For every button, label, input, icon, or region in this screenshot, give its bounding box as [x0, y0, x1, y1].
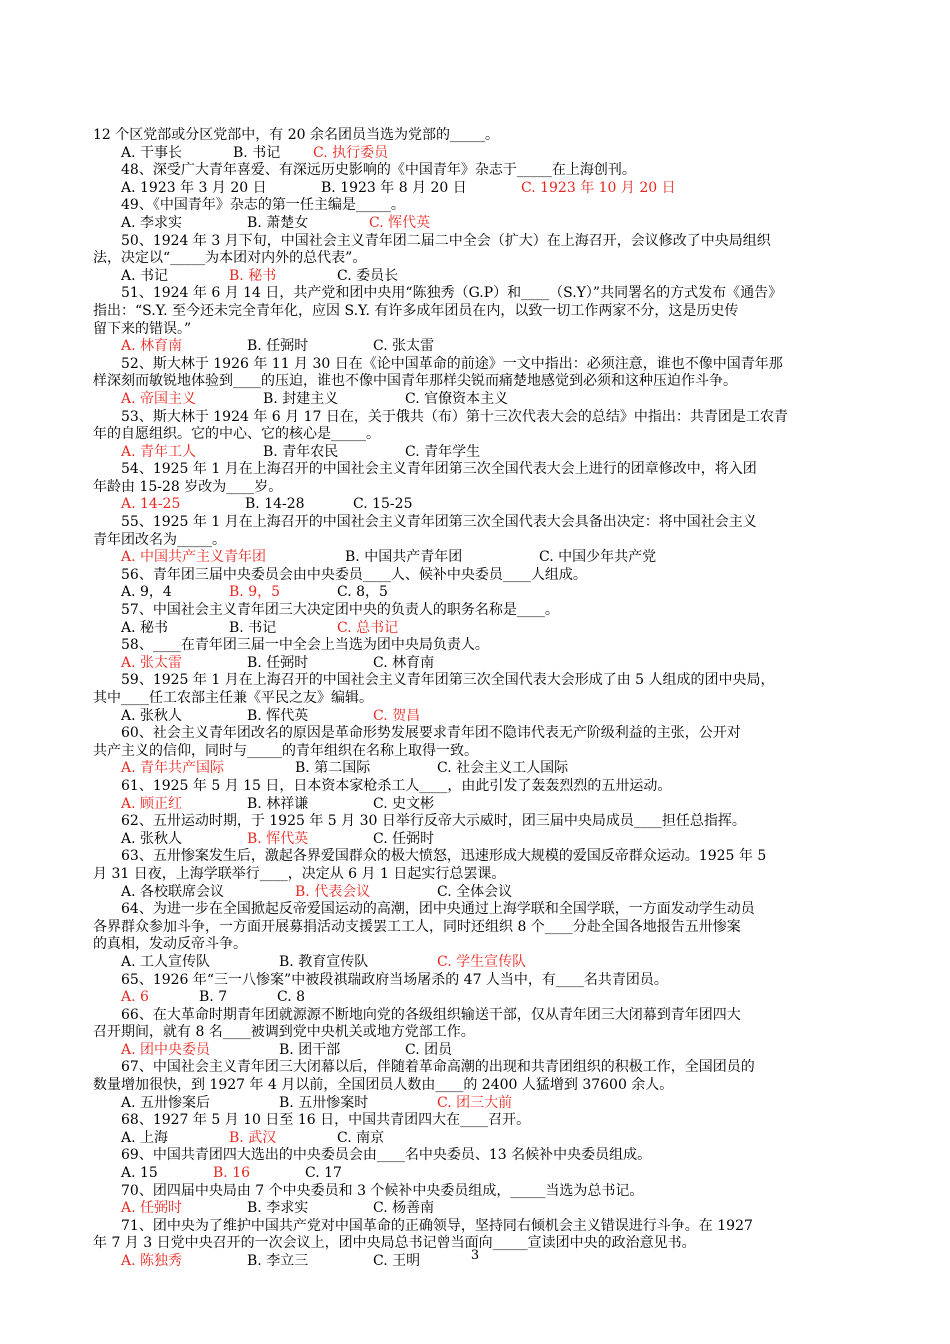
answer-options [93, 884, 863, 902]
question-text: 60、社会主义青年团改名的原因是革命形势发展要求青年团不隐讳代表无产阶级利益的主张，公开对 [121, 725, 741, 742]
correct-option: B. 9，5 [229, 584, 281, 601]
option: C. 张太雷 [373, 338, 435, 355]
question-continuation: 的真相，发动反帝斗争。 [93, 936, 247, 953]
answer-options [93, 708, 863, 726]
option: A. 五卅惨案后 [121, 1094, 211, 1111]
question-continuation: 指出：“S.Y. 至今还未完全青年化，应因 S.Y. 有许多成年团员在内，以致一切工作两家不分，这是历史传 [93, 302, 739, 319]
question-text: 55、1925 年 1 月在上海召开的中国社会主义青年团第三次全国代表大会具备出决定：将中国社会主义 [121, 514, 757, 531]
answer-options [93, 1165, 863, 1183]
correct-option: A. 团中央委员 [121, 1041, 211, 1058]
correct-option: A. 青年工人 [121, 443, 197, 460]
question-list [93, 127, 863, 1271]
option: B. 李立三 [247, 1253, 309, 1269]
option: A. 15 [121, 1165, 158, 1182]
option: B. 青年农民 [263, 443, 339, 460]
question-continuation: 其中____任工农部主任兼《平民之友》编辑。 [93, 690, 373, 706]
answer-options [93, 338, 863, 356]
option: B. 任弼时 [247, 654, 309, 671]
correct-option: A. 顾正红 [121, 795, 183, 812]
answer-options [93, 180, 863, 198]
question-text: 51、1924 年 6 月 14 日，共产党和团中央用“陈独秀（G.P）和____（S.Y）”共同署名的方式发布《通告》 [121, 285, 783, 302]
answer-options [93, 760, 863, 778]
option: B. 1923 年 8 月 20 日 [321, 179, 467, 196]
question-text: 66、在大革命时期青年团就源源不断地向党的各级组织输送干部，仅从青年团三大闭幕到青年团四大 [121, 1006, 741, 1023]
answer-options [93, 1042, 863, 1060]
option: C. 8 [277, 989, 306, 1006]
correct-option: C. 学生宣传队 [437, 953, 527, 970]
question-continuation: 12 个区党部或分区党部中，有 20 余名团员当选为党部的_____。 [93, 127, 499, 143]
correct-option: C. 团三大前 [437, 1094, 513, 1111]
question-continuation: 青年团改名为_____。 [93, 531, 226, 548]
option: A. 张秋人 [121, 830, 183, 847]
answer-options [93, 145, 863, 163]
correct-option: A. 6 [121, 989, 149, 1006]
answer-options [93, 391, 863, 409]
question-text: 70、团四届中央局由 7 个中央委员和 3 个候补中央委员组成，_____当选为总书记。 [121, 1182, 644, 1199]
option: C. 团员 [405, 1041, 453, 1058]
question-text: 63、五卅惨案发生后，激起各界爱国群众的极大愤怒，迅速形成大规模的爱国反帝群众运动。1925 年 5 [121, 848, 767, 865]
correct-option: A. 任弼时 [121, 1200, 183, 1217]
option: B. 李求实 [247, 1200, 309, 1217]
correct-option: C. 执行委员 [313, 144, 389, 161]
question-text: 52、斯大林于 1926 年 11 月 30 日在《论中国革命的前途》一文中指出：必须注意，谁也不像中国青年那 [121, 355, 783, 372]
correct-option: A. 林育南 [121, 338, 183, 355]
answer-options [93, 620, 863, 638]
correct-option: C. 恽代英 [369, 214, 431, 231]
correct-option: B. 武汉 [229, 1129, 277, 1146]
question-continuation: 年龄由 15-28 岁改为____岁。 [93, 478, 283, 495]
option: A. 李求实 [121, 214, 183, 231]
option: B. 林祥谦 [247, 795, 309, 812]
option: C. 官僚资本主义 [405, 390, 509, 407]
option: A. 书记 [121, 267, 169, 284]
correct-option: A. 陈独秀 [121, 1253, 183, 1269]
correct-option: A. 14-25 [121, 496, 181, 513]
question-continuation: 召开期间，就有 8 名____被调到党中央机关或地方党部工作。 [93, 1024, 475, 1041]
option: C. 任弼时 [373, 830, 435, 847]
question-text: 58、____在青年团三届一中全会上当选为团中央局负责人。 [121, 637, 489, 654]
question-text: 65、1926 年“三一八惨案”中被段祺瑞政府当场屠杀的 47 人当中，有____名共青团员。 [121, 971, 668, 988]
answer-options [93, 215, 863, 233]
correct-option: A. 中国共产主义青年团 [121, 549, 267, 566]
option: B. 五卅惨案时 [279, 1094, 369, 1111]
option: B. 中国共产青年团 [345, 549, 463, 566]
option: A. 1923 年 3 月 20 日 [121, 179, 267, 196]
option: A. 干事长 [121, 144, 183, 161]
answer-options [93, 1130, 863, 1148]
option: B. 恽代英 [247, 707, 309, 724]
option: C. 8，5 [337, 584, 388, 601]
option: B. 封建主义 [263, 390, 339, 407]
option: B. 书记 [229, 619, 277, 636]
correct-option: C. 总书记 [337, 619, 399, 636]
question-text: 56、青年团三届中央委员会由中央委员____人、候补中央委员____人组成。 [121, 566, 587, 583]
page-number: 3 [470, 1248, 480, 1263]
option: A. 张秋人 [121, 707, 183, 724]
option: B. 任弼时 [247, 338, 309, 355]
correct-option: C. 1923 年 10 月 20 日 [521, 179, 676, 196]
option: A. 上海 [121, 1129, 169, 1146]
option: C. 史文彬 [373, 795, 435, 812]
question-text: 61、1925 年 5 月 15 日，日本资本家枪杀工人____，由此引发了轰轰烈烈的五卅运动。 [121, 777, 672, 794]
correct-option: B. 代表会议 [295, 883, 371, 900]
option: B. 书记 [233, 144, 281, 161]
correct-option: C. 贺昌 [373, 707, 421, 724]
option: A. 各校联席会议 [121, 883, 225, 900]
option: B. 7 [199, 989, 228, 1006]
question-continuation: 法，决定以“_____为本团对内外的总代表”。 [93, 250, 367, 267]
option: C. 林育南 [373, 654, 435, 671]
option: C. 中国少年共产党 [539, 549, 657, 566]
option: B. 14-28 [245, 496, 305, 513]
answer-options [93, 989, 863, 1007]
option: A. 9，4 [121, 584, 172, 601]
question-text: 67、中国社会主义青年团三大闭幕以后，伴随着革命高潮的出现和共青团组织的积极工作，全国团员的 [121, 1059, 755, 1076]
question-text: 48、深受广大青年喜爱、有深远历史影响的《中国青年》杂志于_____在上海创刊。 [121, 162, 636, 179]
correct-option: B. 秘书 [229, 267, 277, 284]
answer-options [93, 496, 863, 514]
answer-options [93, 954, 863, 972]
answer-options [93, 584, 863, 602]
option: C. 委员长 [337, 267, 399, 284]
answer-options [93, 796, 863, 814]
option: A. 秘书 [121, 619, 169, 636]
option: C. 王明 [373, 1253, 421, 1269]
option: B. 第二国际 [295, 760, 371, 777]
option: C. 青年学生 [405, 443, 481, 460]
question-text: 57、中国社会主义青年团三大决定团中央的负责人的职务名称是____。 [121, 602, 559, 619]
option: C. 全体会议 [437, 883, 513, 900]
answer-options [93, 444, 863, 462]
question-text: 64、为进一步在全国掀起反帝爱国运动的高潮，团中央通过上海学联和全国学联，一方面发动学生动员 [121, 901, 755, 918]
answer-options [93, 1200, 863, 1218]
correct-option: A. 青年共产国际 [121, 760, 225, 777]
question-text: 71、团中央为了维护中国共产党对中国革命的正确领导，坚持同右倾机会主义错误进行斗争。在 1927 [121, 1217, 753, 1234]
question-continuation: 共产主义的信仰，同时与_____的青年组织在名称上取得一致。 [93, 742, 478, 759]
answer-options [93, 1095, 863, 1113]
question-text: 54、1925 年 1 月在上海召开的中国社会主义青年团第三次全国代表大会上进行的团章修改中，将入团 [121, 461, 757, 478]
answer-options [93, 549, 863, 567]
question-continuation: 数量增加很快，到 1927 年 4 月以前，全国团员人数由____的 2400 人猛增到 37600 余人。 [93, 1077, 674, 1094]
option: C. 南京 [337, 1129, 385, 1146]
correct-option: B. 16 [213, 1165, 251, 1182]
question-continuation: 年 7 月 3 日党中央召开的一次会议上，团中央局总书记曾当面向_____宣读团中央的政治意见书。 [93, 1235, 696, 1252]
question-text: 49、《中国青年》杂志的第一任主编是_____。 [121, 197, 405, 214]
question-text: 68、1927 年 5 月 10 日至 16 日，中国共青团四大在____召开。 [121, 1112, 531, 1129]
question-text: 59、1925 年 1 月在上海召开的中国社会主义青年团第三次全国代表大会形成了由 5 人组成的团中央局， [121, 672, 775, 689]
question-continuation: 样深刻而敏锐地体验到____的压迫，谁也不像中国青年那样尖锐而痛楚地感觉到必须和这种压迫作斗争。 [93, 373, 737, 390]
option: A. 工人宣传队 [121, 953, 211, 970]
question-text: 62、五卅运动时期，于 1925 年 5 月 30 日举行反帝大示威时，团三届中央局成员____担任总指挥。 [121, 813, 746, 830]
option: C. 15-25 [353, 496, 413, 513]
option: C. 17 [305, 1165, 342, 1182]
question-continuation: 留下来的错误。” [93, 320, 192, 337]
option: B. 萧楚女 [247, 214, 309, 231]
question-text: 69、中国共青团四大选出的中央委员会由____名中央委员、13 名候补中央委员组成。 [121, 1147, 652, 1164]
option: C. 社会主义工人国际 [437, 760, 569, 777]
option: C. 杨善南 [373, 1200, 435, 1217]
correct-option: A. 帝国主义 [121, 390, 197, 407]
answer-options [93, 831, 863, 849]
answer-options [93, 268, 863, 286]
question-text: 53、斯大林于 1924 年 6 月 17 日在，关于俄共（布）第十三次代表大会的总结》中指出：共青团是工农青 [121, 408, 788, 425]
question-text: 50、1924 年 3 月下旬，中国社会主义青年团二届二中全会（扩大）在上海召开，会议修改了中央局组织 [121, 232, 771, 249]
correct-option: A. 张太雷 [121, 654, 183, 671]
option: B. 团干部 [279, 1041, 341, 1058]
question-continuation: 月 31 日夜，上海学联举行____，决定从 6 月 1 日起实行总罢课。 [93, 865, 506, 882]
answer-options [93, 655, 863, 673]
correct-option: B. 恽代英 [247, 830, 309, 847]
question-continuation: 年的自愿组织。它的中心、它的核心是_____。 [93, 426, 380, 443]
option: B. 教育宣传队 [279, 953, 369, 970]
question-continuation: 各界群众参加斗争，一方面开展募捐活动支援罢工工人，同时还组织 8 个____分赴全国各地报告五卅惨案 [93, 918, 741, 935]
